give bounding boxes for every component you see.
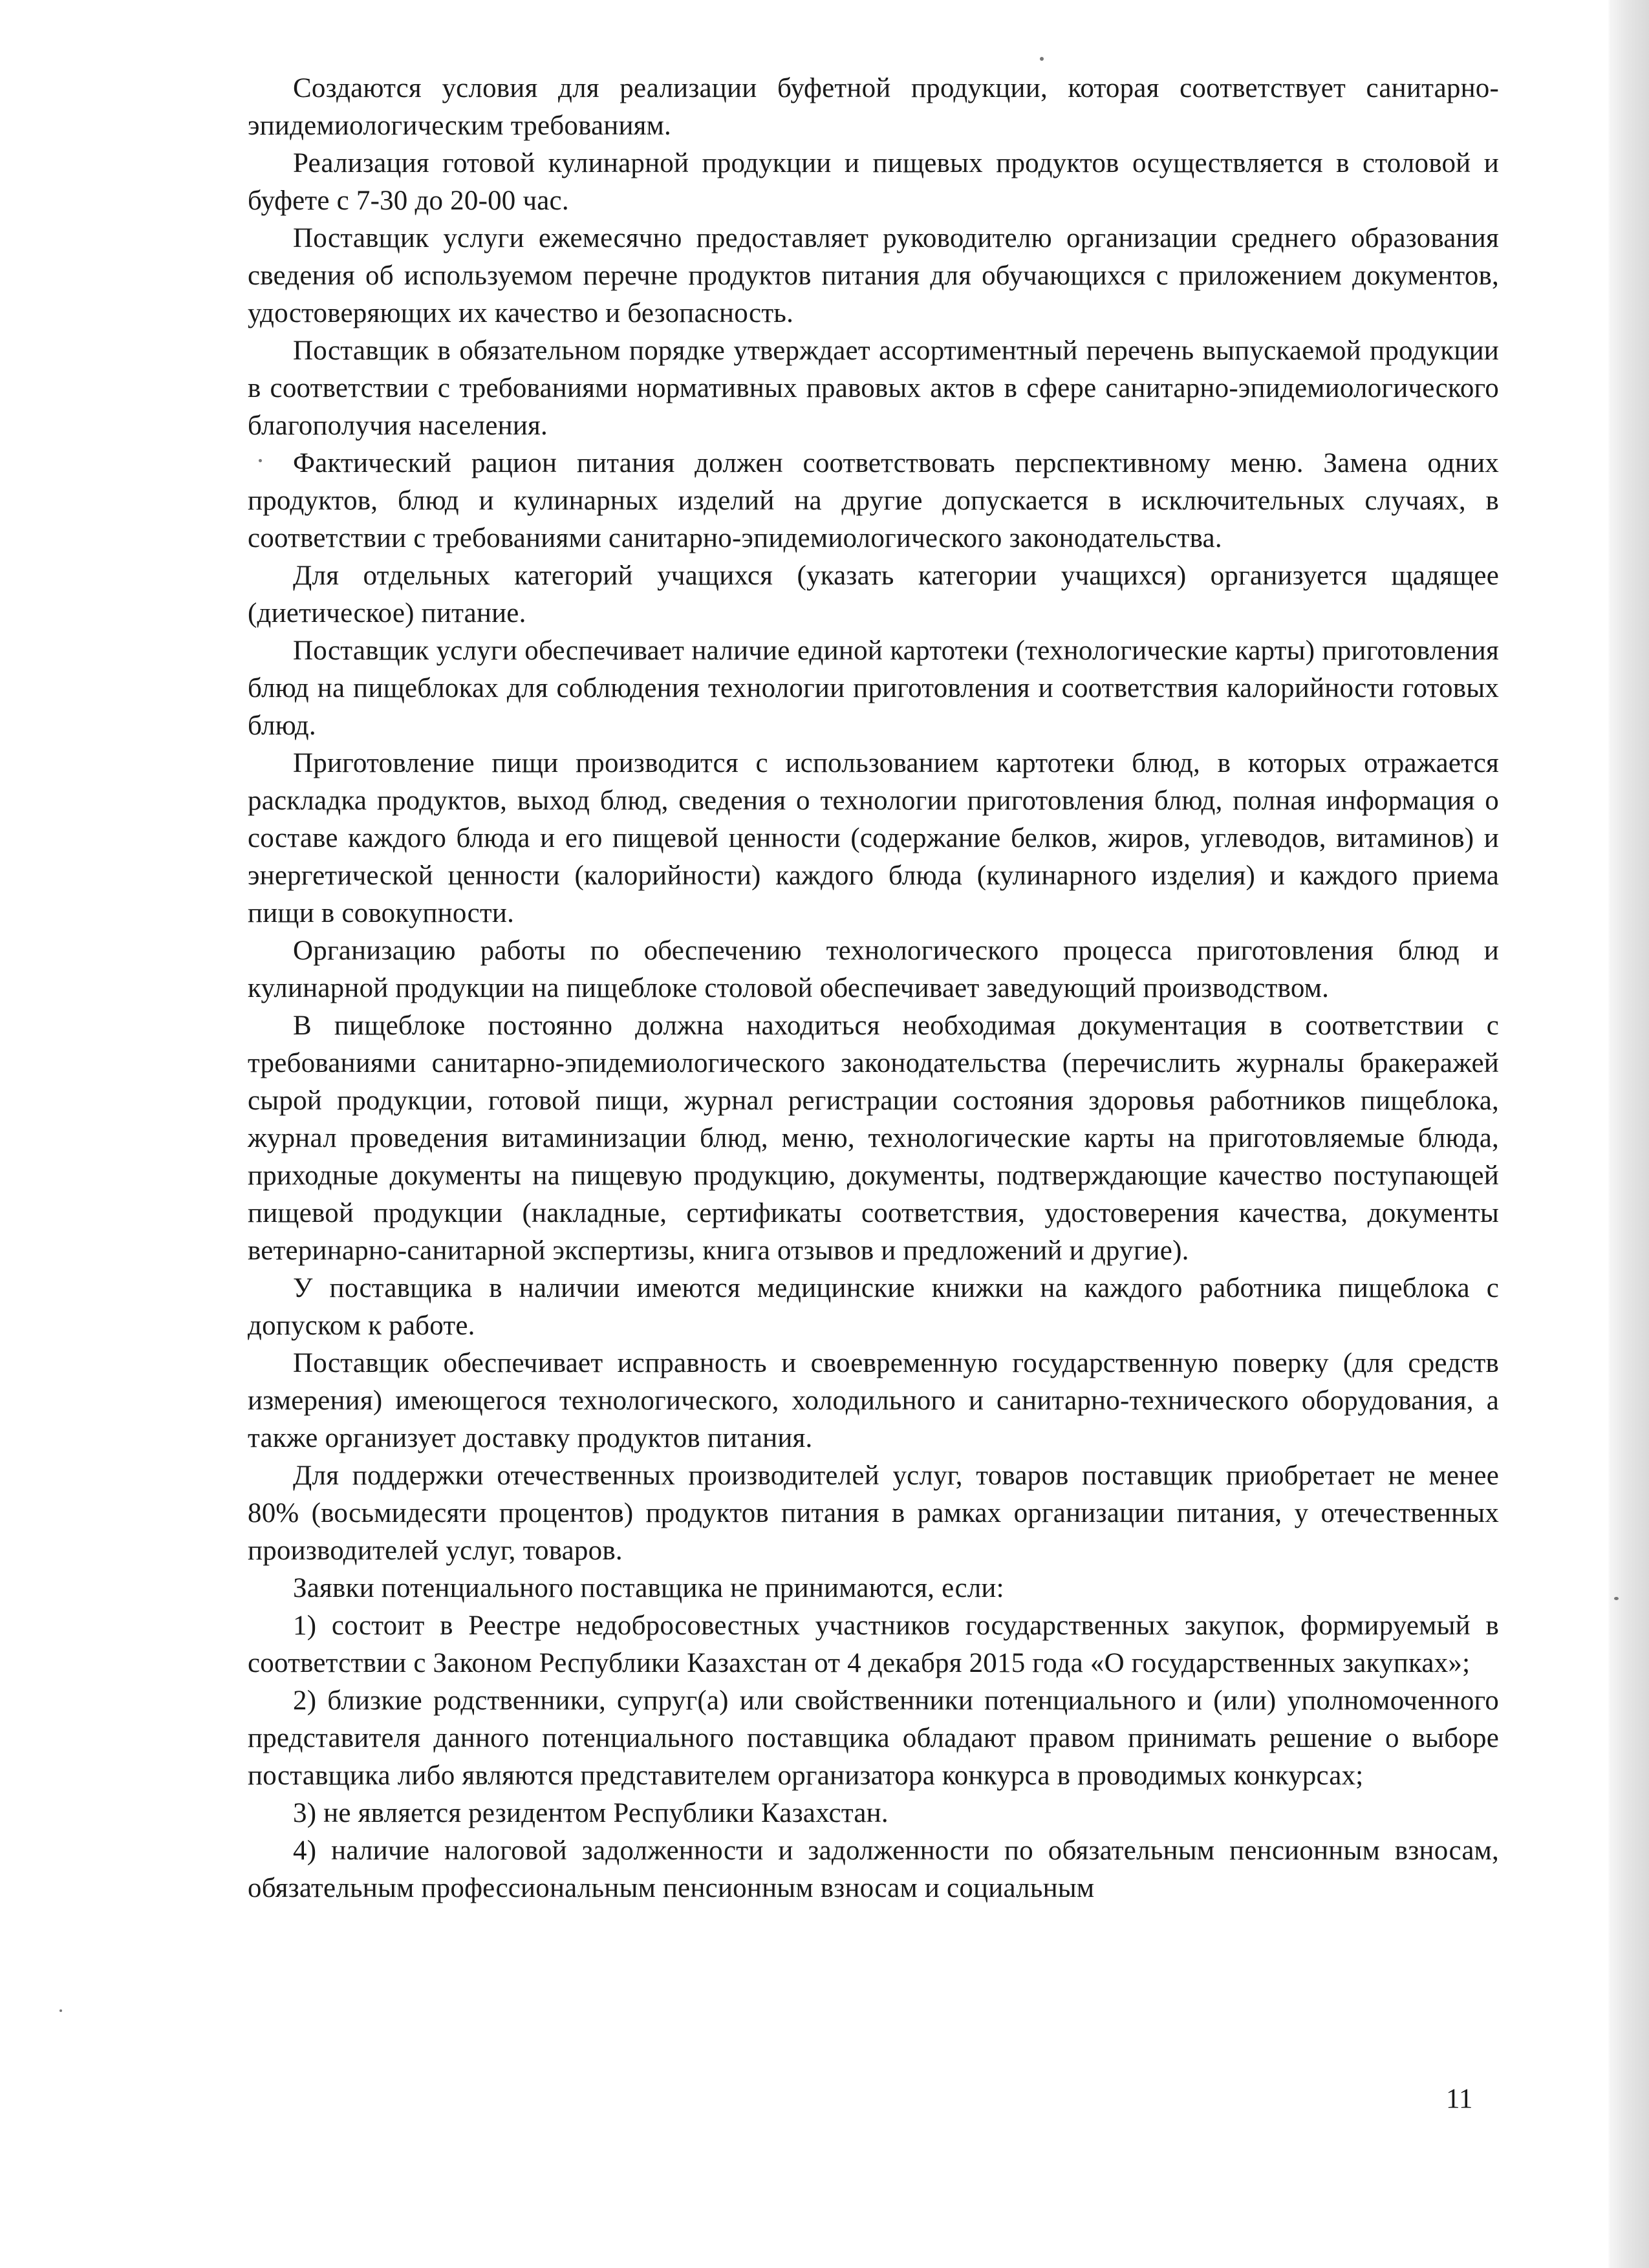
paragraph: У поставщика в наличии имеются медицинские книжки на каждого работника пищеблока с допуском к работе. [248,1273,1499,1341]
scan-speck [59,2009,62,2012]
list-item: 1) состоит в Реестре недобросовестных участников государственных закупок, формируемый в соответствии с Законом Республики Казахстан от 4 декабря 2015 года «О государственных закупках»; [248,1610,1499,1678]
paragraph: Для отдельных категорий учащихся (указать категории учащихся) организуется щадящее (диетическое) питание. [248,561,1499,628]
paragraph: Поставщик в обязательном порядке утверждает ассортиментный перечень выпускаемой продукции в соответствии с требованиями нормативных правовых актов в сфере санитарно-эпидемиологического благополучия населения. [248,336,1499,441]
paragraph: Поставщик услуги обеспечивает наличие единой картотеки (технологические карты) приготовления блюд на пищеблоках для соблюдения технологии приготовления и соответствия калорийности готовых блюд. [248,636,1499,741]
paragraph: Создаются условия для реализации буфетной продукции, которая соответствует санитарно-эпидемиологическим требованиям. [248,73,1499,141]
document-body [248,70,1499,1907]
paragraph: Поставщик услуги ежемесячно предоставляет руководителю организации среднего образования сведения об используемом перечне продуктов питания для обучающихся с приложением документов, удостоверяющих их качество и безопасность. [248,223,1499,328]
paragraph: В пищеблоке постоянно должна находиться необходимая документация в соответствии с требованиями санитарно-эпидемиологического законодательства (перечислить журналы бракеражей сырой продукции, готовой пищи, журнал регистрации состояния здоровья работников пищеблока, журнал проведения витаминизации блюд, меню, технологические карты на приготовляемые блюда, приходные документы на пищевую продукцию, документы, подтверждающие качество поступающей пищевой продукции (накладные, сертификаты соответствия, удостоверения качества, документы ветеринарно-санитарной экспертизы, книга отзывов и предложений и другие). [248,1011,1499,1266]
paragraph: Реализация готовой кулинарной продукции и пищевых продуктов осуществляется в столовой и буфете с 7-30 до 20-00 час. [248,148,1499,216]
paragraph: Поставщик обеспечивает исправность и своевременную государственную поверку (для средств измерения) имеющегося технологического, холодильного и санитарно-технического оборудования, а также организует доставку продуктов питания. [248,1348,1499,1453]
paragraph: Приготовление пищи производится с использованием картотеки блюд, в которых отражается раскладка продуктов, выход блюд, сведения о технологии приготовления блюд, полная информация о составе каждого блюда и его пищевой ценности (содержание белков, жиров, углеводов, витаминов) и энергетической ценности (калорийности) каждого блюда (кулинарного изделия) и каждого приема пищи в совокупности. [248,748,1499,928]
scan-speck [1614,1597,1619,1600]
paragraph: Для поддержки отечественных производителей услуг, товаров поставщик приобретает не менее 80% (восьмидесяти процентов) продуктов питания в рамках организации питания, у отечественных производителей услуг, товаров. [248,1460,1499,1566]
list-item: 3) не является резидентом Республики Казахстан. [293,1798,889,1828]
list-item: 2) близкие родственники, супруг(а) или свойственники потенциального и (или) уполномоченного представителя данного потенциального поставщика обладают правом принимать решение о выборе поставщика либо являются представителем организатора конкурса в проводимых конкурсах; [248,1685,1499,1791]
scanned-page-edge [1611,0,1649,2268]
list-item: 4) наличие налоговой задолженности и задолженности по обязательным пенсионным взносам, обязательным профессиональным пенсионным взносам и социальным [248,1835,1499,1903]
paragraph: Заявки потенциального поставщика не принимаются, если: [293,1573,1004,1603]
paragraph: Фактический рацион питания должен соответствовать перспективному меню. Замена одних продуктов, блюд и кулинарных изделий на другие допускается в исключительных случаях, в соответствии с требованиями санитарно-эпидемиологического законодательства. [248,448,1499,553]
paragraph: Организацию работы по обеспечению технологического процесса приготовления блюд и кулинарной продукции на пищеблоке столовой обеспечивает заведующий производством. [248,936,1499,1003]
page-number: 11 [1446,2084,1473,2114]
scan-speck [1040,57,1044,61]
